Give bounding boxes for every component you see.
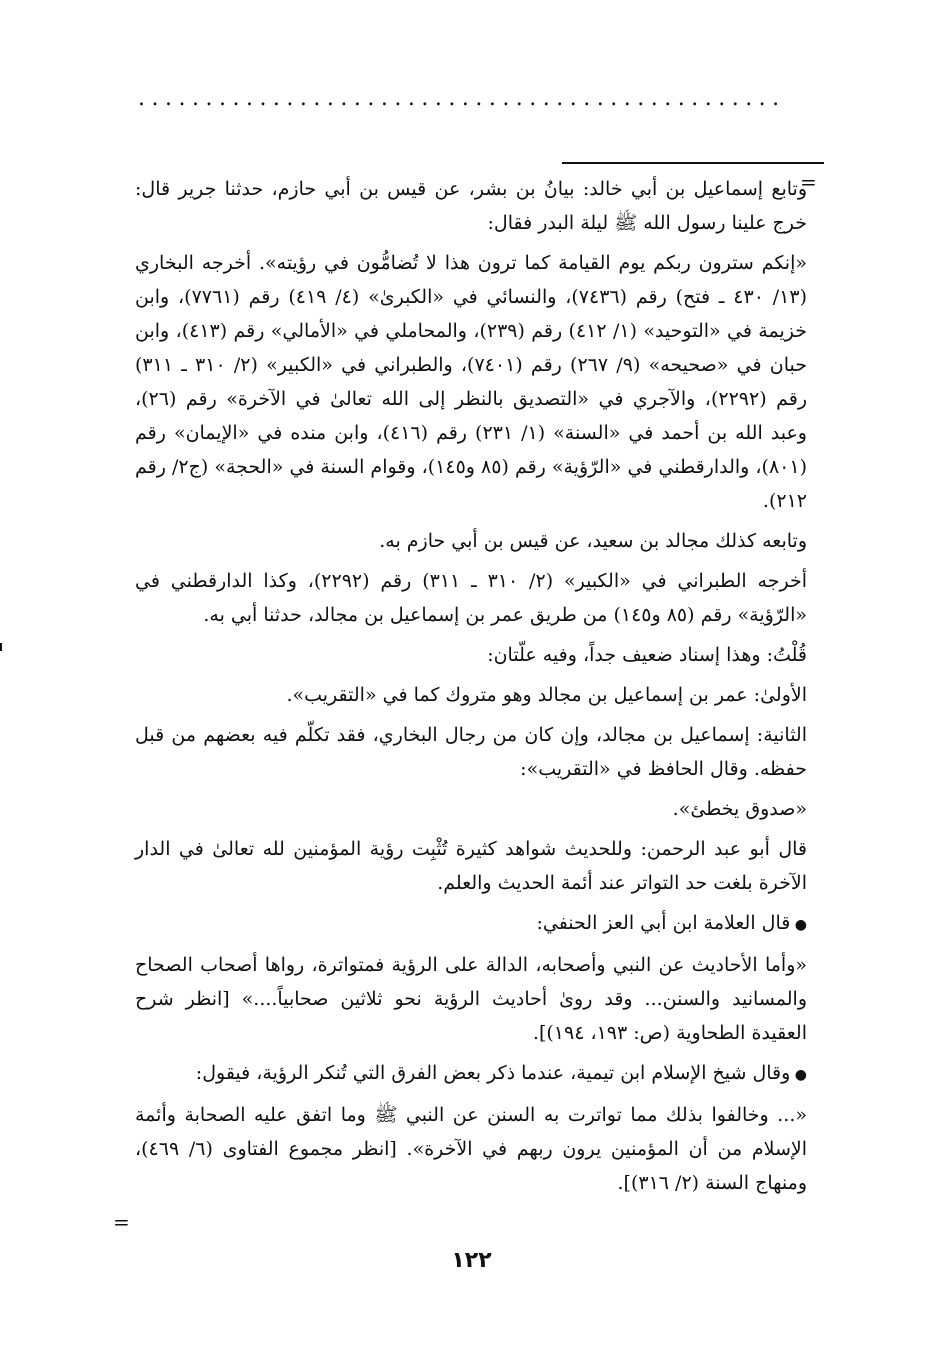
paragraph-abu-abdurrahman: قال أبو عبد الرحمن: وللحديث شواهد كثيرة تُثْبِت رؤية المؤمنين لله تعالىٰ في الدار الآخرة بلغت حد التواتر عند أئمة الحديث والعلم.: [135, 838, 807, 894]
paragraph-second-illa: الثانية: إسماعيل بن مجالد، وإن كان من رجال البخاري، فقد تكلّم فيه بعضهم من قبل حفظه. وقال الحافظ في «التقريب»:: [135, 724, 807, 780]
margin-tick: [0, 643, 2, 651]
paragraph-hadith-takhrij: «إنكم سترون ربكم يوم القيامة كما ترون هذا لا تُضامُّون في رؤيته». أخرجه البخاري (١٣/ ٤٣٠ ـ فتح) رقم (٧٤٣٦)، والنسائي في «الكبرىٰ» (٤/ ٤١٩) رقم (٧٧٦١)، وابن خزيمة في «التوحيد» (١/ ٤١٢) رقم (٢٣٩)، والمحاملي في «الأمالي» رقم (٤١٣)، وابن حبان في «صحيحه» (٩/ ٢٦٧) رقم (٧٤٠١)، والطبراني في «الكبير» (٢/ ٣١٠ ـ ٣١١) رقم (٢٢٩٢)، والآجري في «التصديق بالنظر إلى الله تعالىٰ في الآخرة» رقم (٢٦)، وعبد الله بن أحمد في «السنة» (١/ ٢٣١) رقم (٤١٦)، وابن منده في «الإيمان» رقم (٨٠١)، والدارقطني في «الرّؤية» رقم (٨٥ و١٤٥)، وقوام السنة في «الحجة» (ج٢/ رقم ٢١٢).: [135, 252, 807, 512]
paragraph-first-illa: الأولىٰ: عمر بن إسماعيل بن مجالد وهو متروك كما في «التقريب».: [286, 684, 807, 706]
paragraph-mujalid-follow: وتابعه كذلك مجالد بن سعيد، عن قيس بن أبي حازم به.: [379, 530, 807, 552]
header-dotted-line: ................................................: [138, 88, 786, 110]
footnote-continuation-mark-bottom: =: [113, 1210, 130, 1234]
paragraph-ibn-abi-al-izz: ● قال العلامة ابن أبي العز الحنفي:: [135, 906, 807, 942]
footnote-separator-rule: [562, 162, 824, 164]
footnote-continuation-mark-top: =: [800, 170, 817, 194]
paragraph-tabi-ismail: وتابع إسماعيل بن أبي خالد: بيانُ بن بشر، عن قيس بن أبي حازم، حدثنا جرير قال: خرج علينا رسول الله ﷺ ليلة البدر فقال:: [135, 178, 807, 234]
footnote-body: [135, 172, 807, 1206]
paragraph-ibn-taymiyyah: ● وقال شيخ الإسلام ابن تيمية، عندما ذكر بعض الفرق التي تُنكر الرؤية، فيقول:: [135, 1056, 807, 1092]
paragraph-taqrib-quote: «صدوق يخطئ».: [672, 798, 807, 820]
paragraph-ibn-taymiyyah-quote: «... وخالفوا بذلك مما تواترت به السنن عن النبي ﷺ وما اتفق عليه الصحابة وأئمة الإسلام من أن المؤمنين يرون ربهم في الآخرة». [انظر مجموع الفتاوى (٦/ ٤٦٩)، ومنهاج السنة (٢/ ٣١٦)].: [135, 1104, 807, 1194]
page-number: ١٢٢: [451, 1248, 492, 1273]
paragraph-qultu: قُلْتُ: وهذا إسناد ضعيف جداً، وفيه علّتان:: [487, 644, 807, 666]
paragraph-ibn-abi-al-izz-quote: «وأما الأحاديث عن النبي وأصحابه، الدالة على الرؤية فمتواترة، رواها أصحاب الصحاح والمسانيد والسنن... وقد روىٰ أحاديث الرؤية نحو ثلاثين صحابياً....» [انظر شرح العقيدة الطحاوية (ص: ١٩٣، ١٩٤)].: [135, 954, 807, 1044]
paragraph-tabarani-takhrij: أخرجه الطبراني في «الكبير» (٢/ ٣١٠ ـ ٣١١) رقم (٢٢٩٢)، وكذا الدارقطني في «الرّؤية» رقم (٨٥ و١٤٥) من طريق عمر بن إسماعيل بن مجالد، حدثنا أبي به.: [135, 570, 807, 626]
